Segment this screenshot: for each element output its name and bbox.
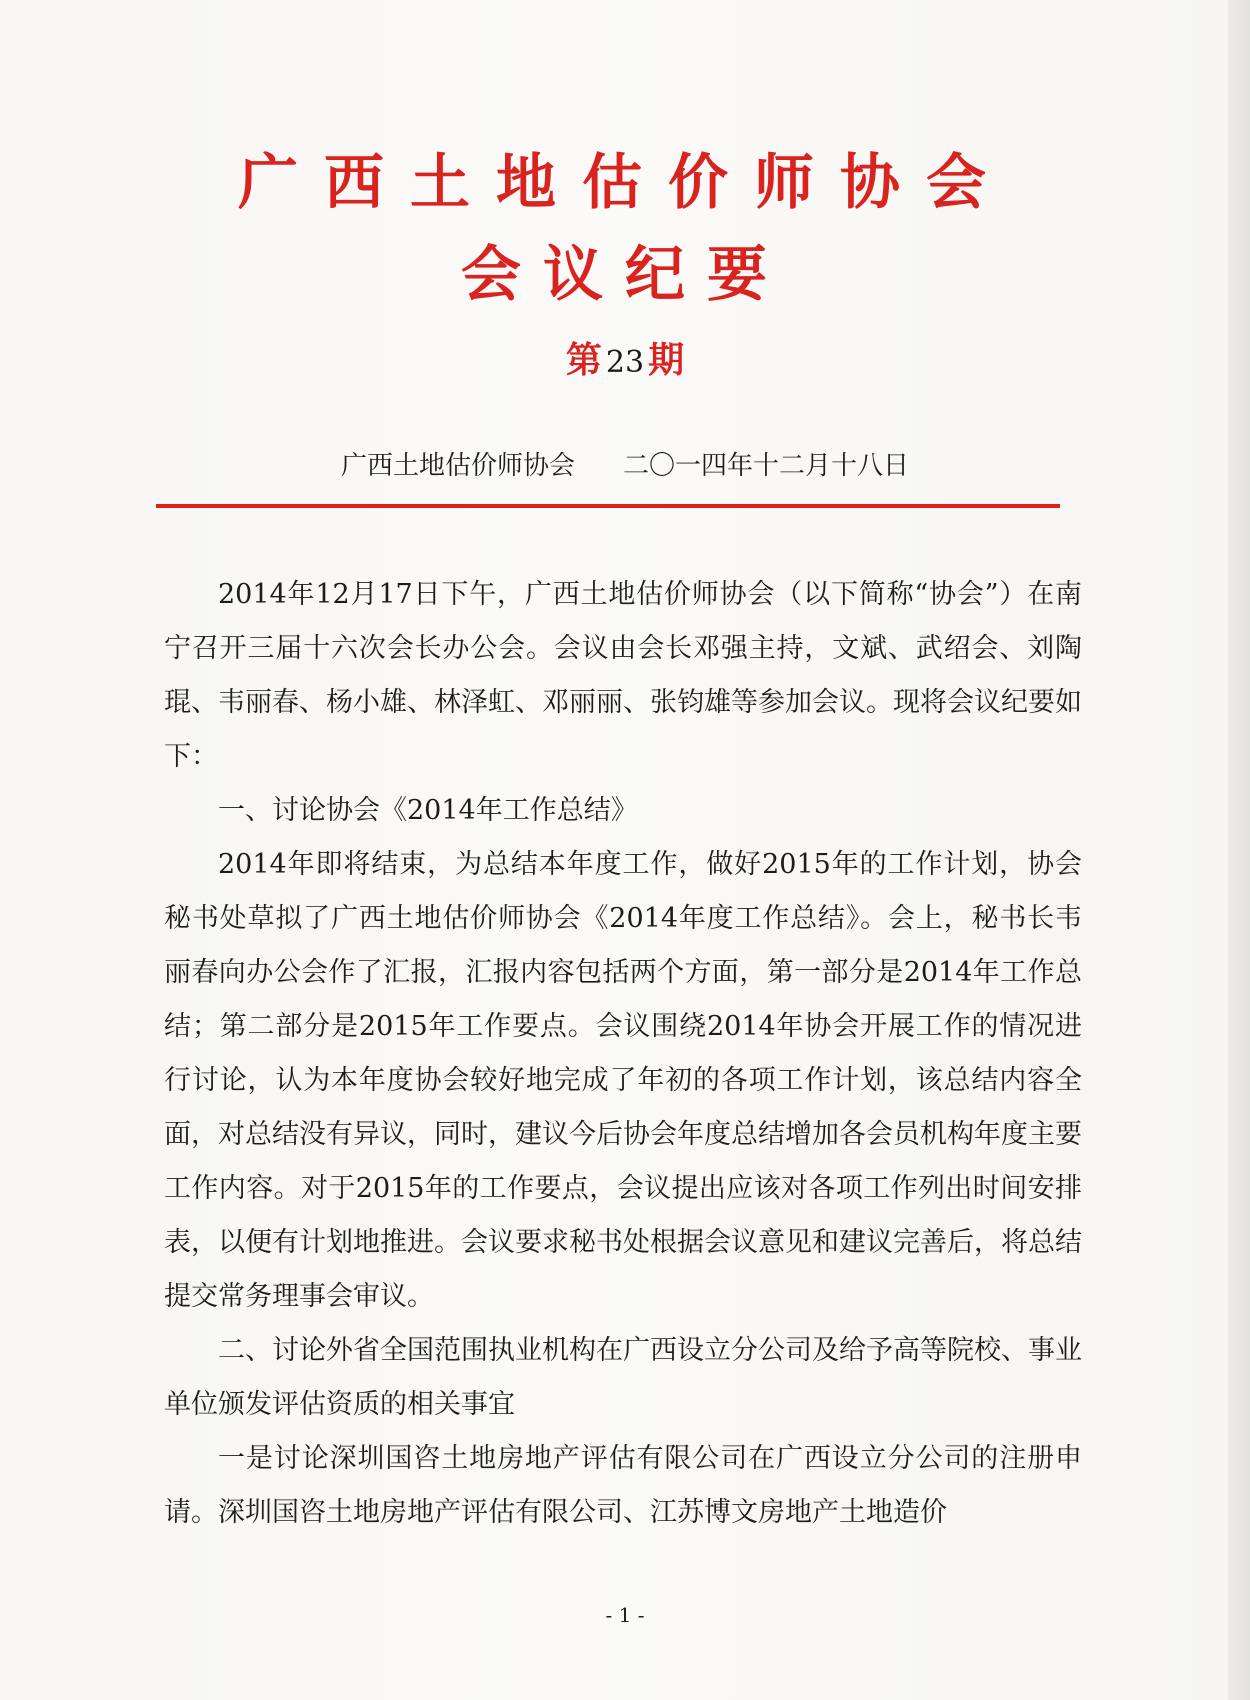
document-title: 会议纪要: [461, 240, 789, 310]
issue-suffix: 期: [648, 339, 685, 381]
issue-number: 23: [605, 345, 645, 380]
body-paragraph: 2014年12月17日下午，广西土地估价师协会（以下简称“协会”）在南宁召开三届十六次会长办公会。会议由会长邓强主持，文斌、武绍会、刘陶琨、韦丽春、杨小雄、林泽虹、邓丽丽、张钧雄等参加会议。现将会议纪要如下：: [164, 579, 1082, 772]
issuer-name: 广西土地估价师协会: [340, 451, 575, 481]
issuer-date-line: [0, 446, 1250, 486]
body-paragraph: 一是讨论深圳国咨土地房地产评估有限公司在广西设立分公司的注册申请。深圳国咨土地房地产评估有限公司、江苏博文房地产土地造价: [164, 1443, 1082, 1528]
document-body: [164, 568, 1082, 1540]
red-divider-rule: [156, 504, 1060, 508]
body-paragraph: 2014年即将结束，为总结本年度工作，做好2015年的工作计划，协会秘书处草拟了广西土地估价师协会《2014年度工作总结》。会上，秘书长韦丽春向办公会作了汇报，汇报内容包括两个方面，第一部分是2014年工作总结；第二部分是2015年工作要点。会议围绕2014年协会开展工作的情况进行讨论，认为本年度协会较好地完成了年初的各项工作计划，该总结内容全面，对总结没有异议，同时，建议今后协会年度总结增加各会员机构年度主要工作内容。对于2015年的工作要点，会议提出应该对各项工作列出时间安排表，以便有计划地推进。会议要求秘书处根据会议意见和建议完善后，将总结提交常务理事会审议。: [164, 849, 1082, 1312]
issue-number-line: [0, 336, 1250, 387]
organization-title: 广西土地估价师协会: [238, 148, 1012, 218]
section-heading: 一、讨论协会《2014年工作总结》: [218, 795, 638, 826]
issue-prefix: 第: [565, 339, 602, 381]
issue-date: 二〇一四年十二月十八日: [623, 451, 910, 481]
page-number: - 1 -: [605, 1603, 645, 1627]
section-heading: 二、讨论外省全国范围执业机构在广西设立分公司及给予高等院校、事业单位颁发评估资质的相关事宜: [164, 1335, 1082, 1420]
